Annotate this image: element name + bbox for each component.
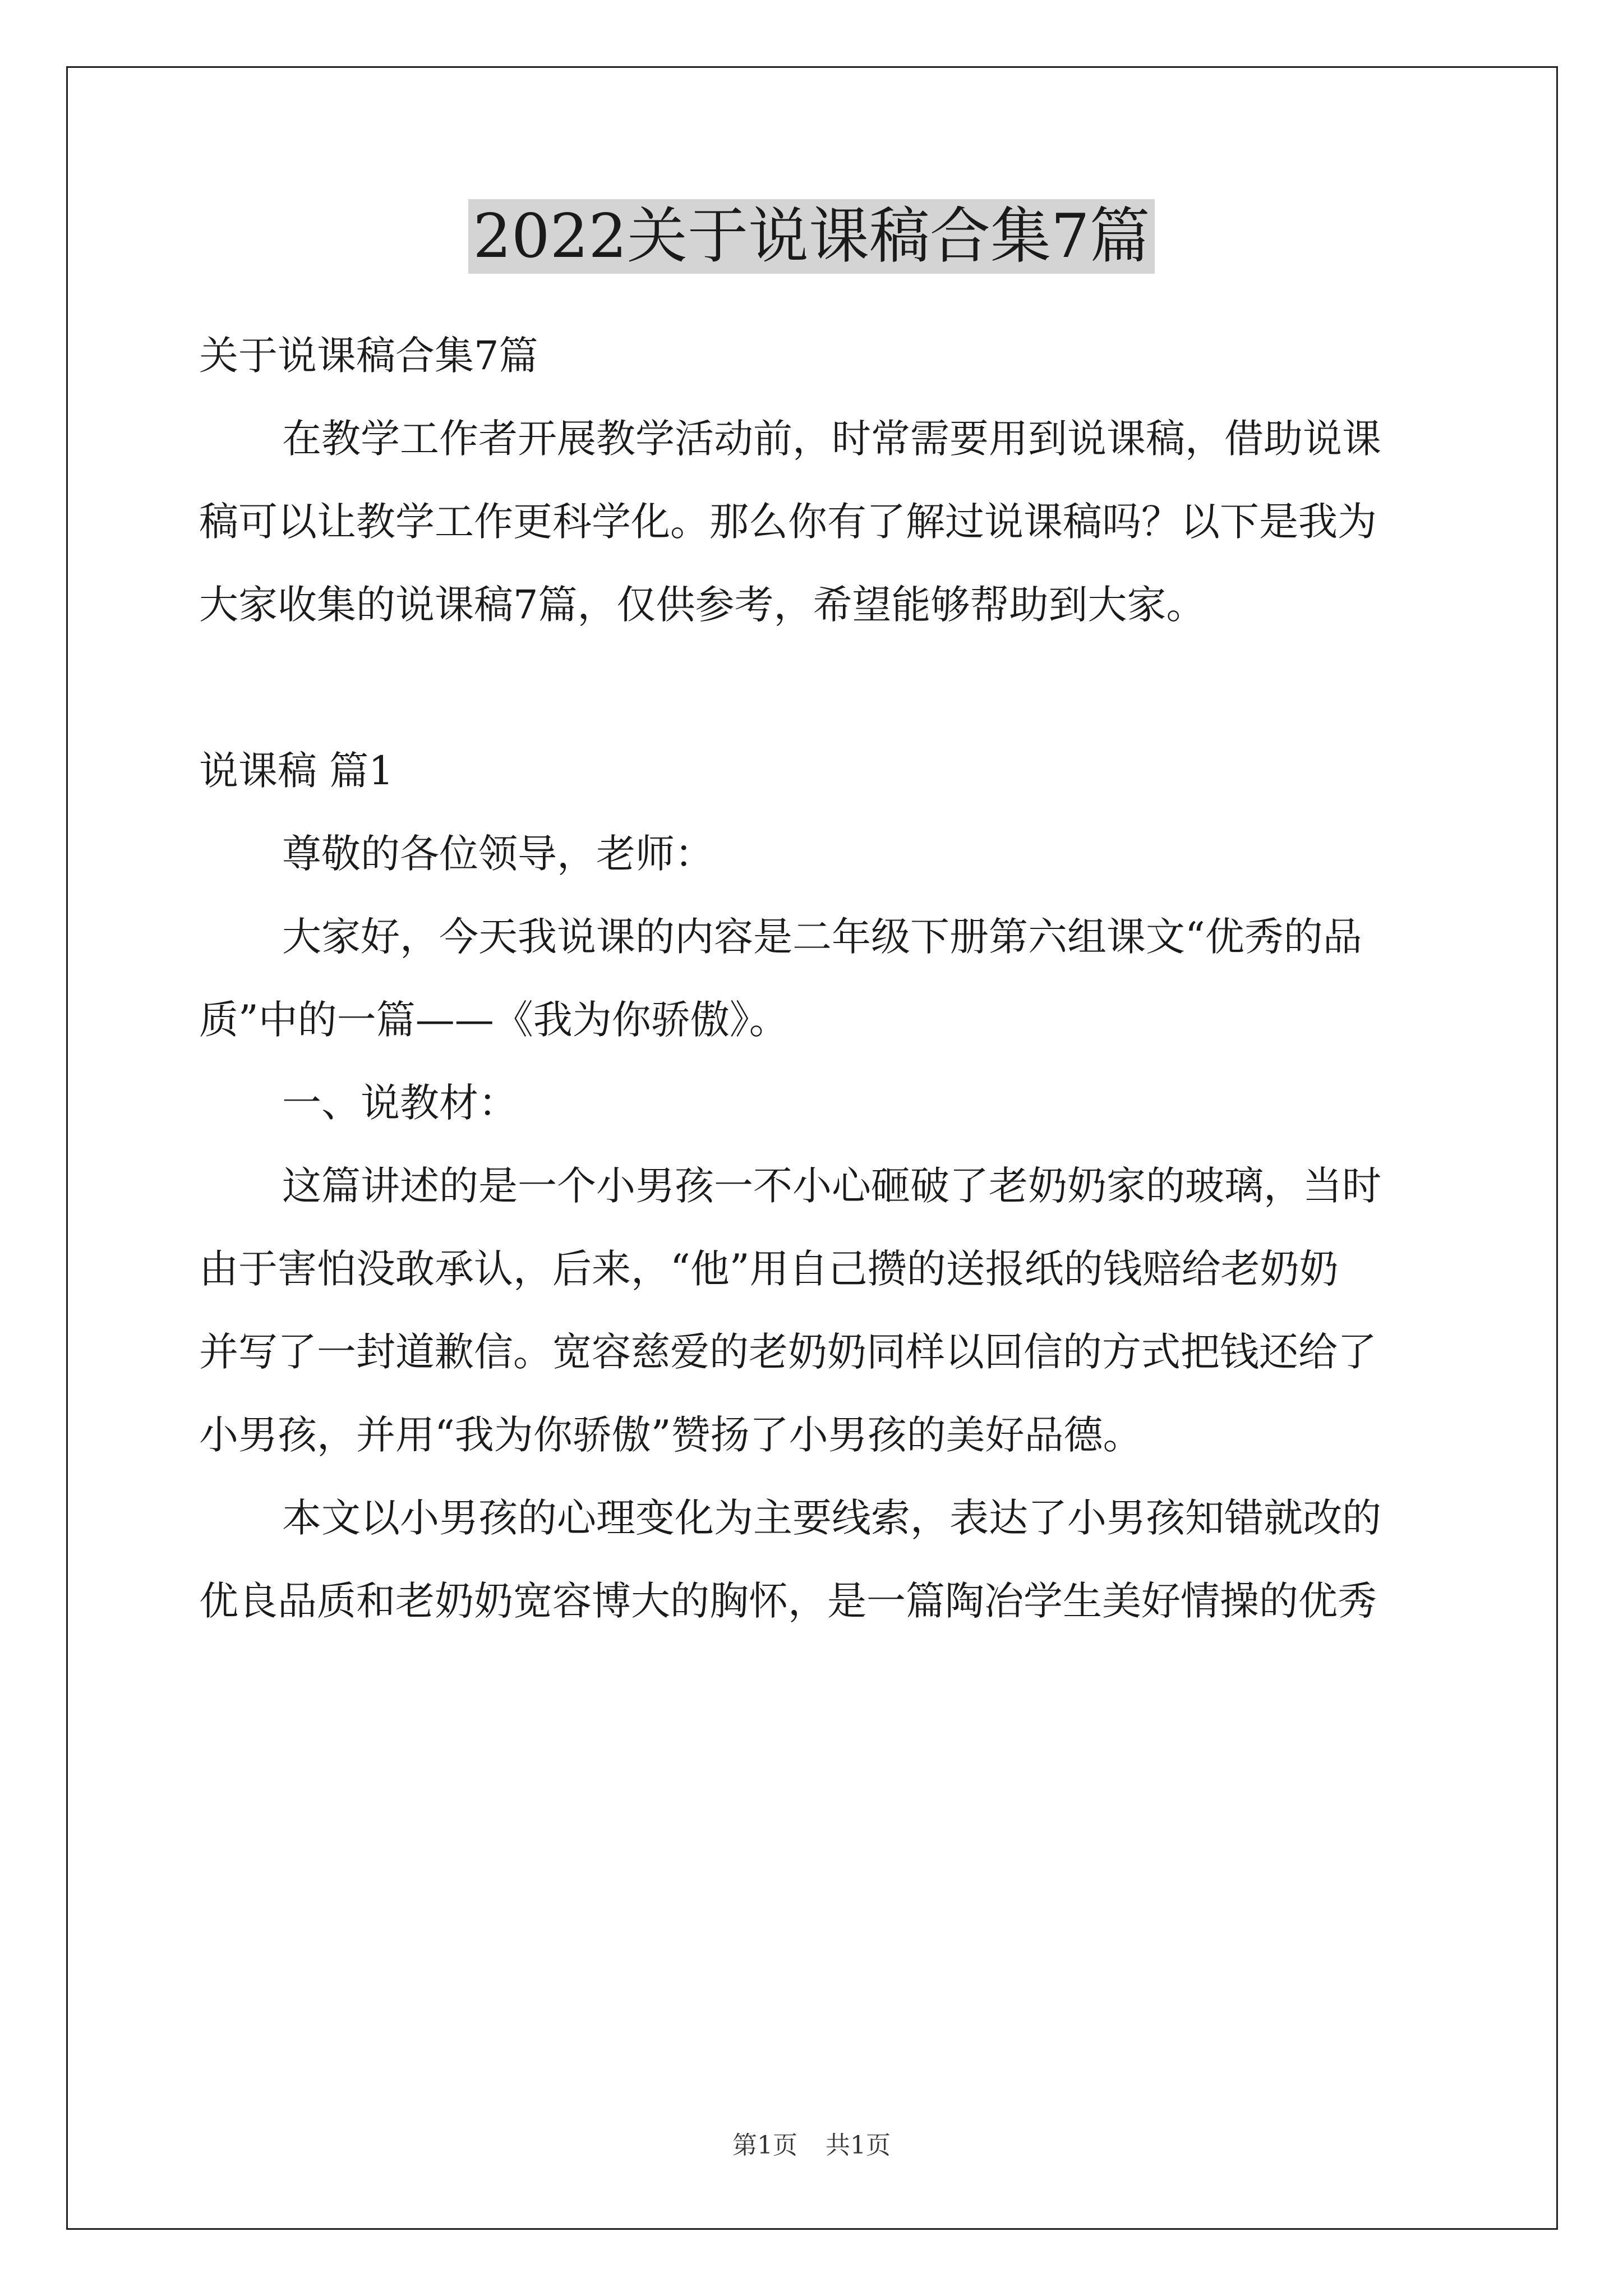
- paragraph-line: 在教学工作者开展教学活动前，时常需要用到说课稿，借助说课: [282, 416, 1381, 462]
- paragraph-line: 小男孩，并用“我为你骄傲”赞扬了小男孩的美好品德。: [199, 1412, 1142, 1458]
- paragraph-line: 稿可以让教学工作更科学化。那么你有了解过说课稿吗？以下是我为: [199, 499, 1377, 545]
- paragraph-line: 质”中的一篇——《我为你骄傲》。: [199, 997, 789, 1043]
- paragraph-line: 大家收集的说课稿7篇，仅供参考，希望能够帮助到大家。: [199, 582, 1206, 628]
- page-total: 共1页: [826, 2131, 891, 2160]
- page-number: 第1页: [732, 2131, 797, 2160]
- paragraph-line: 本文以小男孩的心理变化为主要线索，表达了小男孩知错就改的: [282, 1495, 1381, 1541]
- blank-line: [199, 646, 1430, 729]
- paragraph-line: 这篇讲述的是一个小男孩一不小心砸破了老奶奶家的玻璃，当时: [282, 1163, 1381, 1209]
- document-title-text: 2022关于说课稿合集7篇: [468, 199, 1155, 274]
- paragraph-line: 由于害怕没敢承认，后来，“他”用自己攒的送报纸的钱赔给老奶奶: [199, 1246, 1339, 1292]
- page-footer: [0, 2129, 1623, 2162]
- paragraph-line: 尊敬的各位领导，老师：: [282, 831, 714, 877]
- intro-heading: 关于说课稿合集7篇: [199, 333, 538, 379]
- paragraph-line: 优良品质和老奶奶宽容博大的胸怀，是一篇陶冶学生美好情操的优秀: [199, 1578, 1377, 1624]
- document-title: [0, 197, 1623, 276]
- paragraph-line: 并写了一封道歉信。宽容慈爱的老奶奶同样以回信的方式把钱还给了: [199, 1329, 1377, 1375]
- section-heading: 说课稿 篇1: [199, 748, 394, 794]
- subsection-heading: 一、说教材：: [282, 1080, 518, 1126]
- document-body: [199, 314, 1430, 1642]
- paragraph-line: 大家好，今天我说课的内容是二年级下册第六组课文“优秀的品: [282, 914, 1362, 960]
